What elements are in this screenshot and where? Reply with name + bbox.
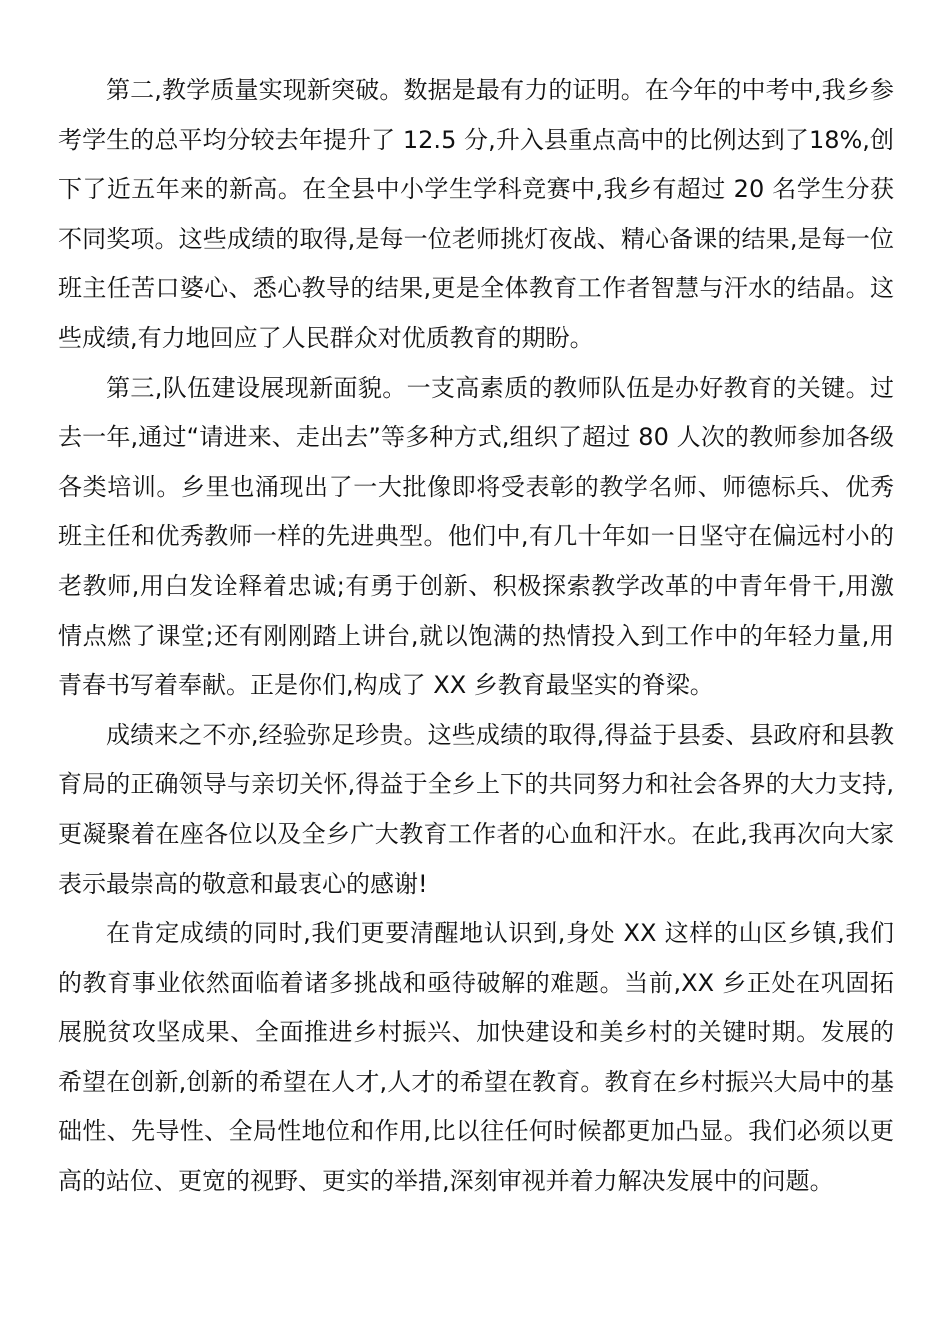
document-body — [58, 66, 894, 1207]
paragraph-team-building: 第三,队伍建设展现新面貌。一支高素质的教师队伍是办好教育的关键。过去一年,通过“请进来、走出去”等多种方式,组织了超过 80 人次的教师参加各级各类培训。乡里也涌现出了一大批像即将受表彰的教学名师、师德标兵、优秀班主任和优秀教师一样的先进典型。他们中,有几十年如一日坚守在偏远村小的老教师,用白发诠释着忠诚;有勇于创新、积极探索教学改革的中青年骨干,用激情点燃了课堂;还有刚刚踏上讲台,就以饱满的热情投入到工作中的年轻力量,用青春书写着奉献。正是你们,构成了 XX 乡教育最坚实的脊梁。 — [58, 373, 894, 700]
paragraph-challenges: 在肯定成绩的同时,我们更要清醒地认识到,身处 XX 这样的山区乡镇,我们的教育事业依然面临着诸多挑战和亟待破解的难题。当前,XX 乡正处在巩固拓展脱贫攻坚成果、全面推进乡村振兴、加快建设和美乡村的关键时期。发展的希望在创新,创新的希望在人才,人才的希望在教育。教育在乡村振兴大局中的基础性、先导性、全局性地位和作用,比以往任何时候都更加凸显。我们必须以更高的站位、更宽的视野、更实的举措,深刻审视并着力解决发展中的问题。 — [58, 919, 894, 1196]
paragraph-quality-breakthrough: 第二,教学质量实现新突破。数据是最有力的证明。在今年的中考中,我乡参考学生的总平均分较去年提升了 12.5 分,升入县重点高中的比例达到了18%,创下了近五年来的新高。在全县中小学生学科竞赛中,我乡有超过 20 名学生分获不同奖项。这些成绩的取得,是每一位老师挑灯夜战、精心备课的结果,是每一位班主任苦口婆心、悉心教导的结果,更是全体教育工作者智慧与汗水的结晶。这些成绩,有力地回应了人民群众对优质教育的期盼。 — [58, 76, 894, 352]
paragraph-gratitude: 成绩来之不亦,经验弥足珍贵。这些成绩的取得,得益于县委、县政府和县教育局的正确领导与亲切关怀,得益于全乡上下的共同努力和社会各界的大力支持,更凝聚着在座各位以及全乡广大教育工作者的心血和汗水。在此,我再次向大家表示最崇高的敬意和最衷心的感谢! — [58, 720, 894, 898]
